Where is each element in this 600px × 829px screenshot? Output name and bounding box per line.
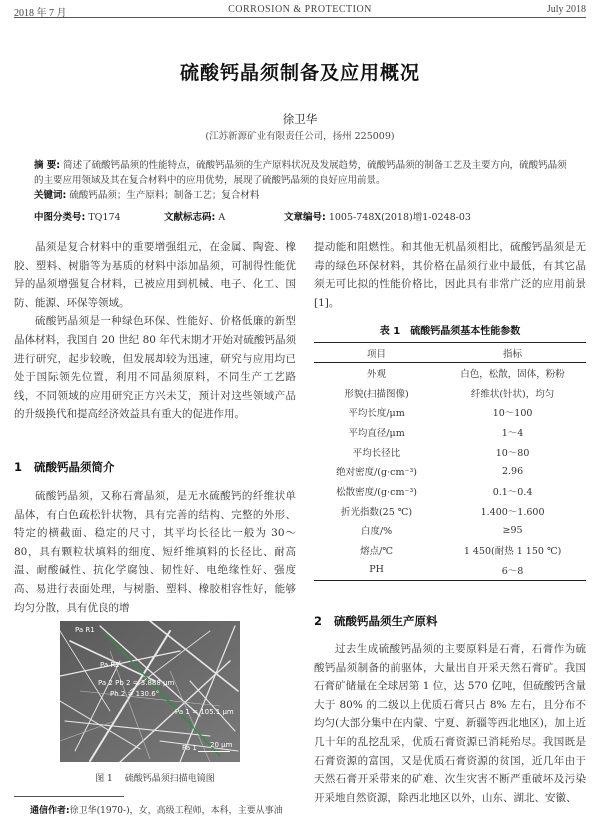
property-value: 6～8 [439, 560, 586, 580]
table-header-cell: 指标 [439, 343, 586, 363]
section-number: 2 [314, 614, 323, 628]
section-title: 硫酸钙晶须生产原料 [334, 614, 438, 628]
property-name: 熔点/℃ [360, 546, 393, 558]
keywords: 硫酸钙晶须；生产原料；制备工艺；复合材料 [69, 190, 260, 201]
sem-image [60, 621, 240, 762]
header-rule [14, 17, 586, 18]
table-row [314, 481, 586, 501]
table-row [314, 363, 586, 383]
scale-bar [198, 751, 230, 752]
header-date: 2018 年 7 月 [14, 8, 67, 19]
table-header-cell: 项目 [314, 343, 439, 363]
property-name: 白度/% [360, 526, 393, 538]
clc-label: 中图分类号: [34, 212, 86, 223]
section-number: 1 [14, 460, 23, 474]
abstract-label: 摘 要: [34, 160, 61, 171]
left-column-section1 [14, 487, 296, 617]
table-title: 硫酸钙晶须基本性能参数 [410, 326, 521, 337]
doc-code-value: A [218, 212, 226, 223]
property-name: 形貌(扫描图像) [344, 388, 409, 400]
table-row [314, 560, 586, 580]
table-number: 表 1 [379, 326, 401, 337]
table-header-row [314, 343, 586, 363]
header-date-en: July 2018 [546, 4, 586, 15]
property-name: PH [314, 560, 439, 580]
figure-caption [14, 771, 296, 784]
table-row [314, 402, 586, 422]
property-value: 2.96 [501, 465, 524, 477]
section-heading-2 [314, 613, 438, 629]
table-caption [314, 322, 586, 337]
sem-label: Pa R2 [100, 661, 120, 669]
footnote-text: 徐卫华(1970-)，女，高级工程师，本科，主要从事油 [69, 806, 283, 816]
running-header [14, 2, 586, 18]
body-paragraph: 晶须是复合材料中的重要增强组元，在金属、陶瓷、橡胶、塑料、树脂等为基质的材料中添加晶须，可制得性能优异的晶须增强复合材料，已被应用到机械、电子、化工、国防、能源、环保等领域。 [14, 241, 296, 309]
clc-value: TQ174 [88, 212, 121, 223]
section-title: 硫酸钙晶须简介 [34, 460, 115, 474]
body-paragraph: 提动能和阻燃性。和其他无机晶须相比，硫酸钙晶须是无毒的绿色环保材料，其价格在晶须行业中最低，有其它晶须无可比拟的性能价格比，因此具有非常广泛的应用前景[1]。 [314, 241, 586, 309]
table-row [314, 383, 586, 403]
property-name: 折光指数(25 ℃) [340, 506, 413, 518]
table-row [314, 461, 586, 481]
property-name: 绝对密度/(g·cm⁻³) [336, 467, 417, 479]
body-paragraph: 硫酸钙晶须是一种绿色环保、性能好、价格低廉的新型晶体材料，我国自 20 世纪 80 年代末期才开始对硫酸钙晶须进行研究，起步较晚，但发展却较为迅速，研究与应用均已处于国际领先位置，利用不同晶须原料，不同生产工艺路线，不同领域的应用研究正方兴未艾，预计对这些领域产品的升级换代和提高经济效益具有重大的促进作用。 [14, 315, 296, 421]
table-row [314, 422, 586, 442]
property-value: 10～100 [492, 408, 533, 420]
property-name: 平均长度/μm [348, 408, 405, 420]
property-value: 1.400～1.600 [480, 506, 545, 518]
right-column-section2 [314, 640, 586, 807]
table-row [314, 540, 586, 560]
sem-label: Pa 1 = 105.1 μm [175, 708, 234, 716]
affiliation: (江苏新源矿业有限责任公司，扬州 225009) [205, 131, 395, 142]
property-value: 0.1～0.4 [492, 486, 533, 498]
property-value: 1～4 [501, 427, 524, 439]
footnote [30, 803, 283, 816]
footnote-label: 通信作者: [30, 806, 70, 816]
property-name: 外观 [367, 368, 387, 380]
table-row [314, 442, 586, 462]
property-name: 平均直径/μm [348, 427, 405, 439]
body-paragraph: 过去生成硫酸钙晶须的主要原料是石膏，石膏作为硫酸钙晶须制备的前驱体，大量出自开采天然石膏矿。我国石膏矿储量在全球居第 1 位，达 570 亿吨，但硫酸钙含量大于 80% 的二级以上优质石膏只占 8% 左右，且分布不均匀(大部分集中在内蒙、宁夏、新疆等西北地区)，加上近几十年的乱挖乱采，优质石膏资源已消耗殆尽。我国既是石膏资源的富国，又是优质石膏资源的贫国，近几年由于天然石膏开采带来的矿难、次生灾害不断严重破坏及污染开采地自然资源，除西北地区以外，山东、湖北、安徽、 [314, 643, 586, 804]
property-value: ≥95 [502, 524, 523, 536]
section-heading-1 [14, 459, 115, 475]
properties-table [314, 342, 586, 581]
sem-label: Ph 2 = 130.6° [110, 690, 160, 698]
property-name: 松散密度/(g·cm⁻³) [336, 486, 417, 498]
keywords-label: 关键词: [34, 190, 67, 201]
doc-code-label: 文献标志码: [164, 212, 216, 223]
property-value: 10～80 [495, 447, 530, 459]
figure-number: 图 1 [95, 774, 113, 784]
left-column-top [14, 238, 296, 424]
paper-title: 硫酸钙晶须制备及应用概况 [179, 62, 420, 84]
table-row [314, 521, 586, 541]
article-no-label: 文章编号: [284, 212, 326, 223]
table-row [314, 501, 586, 521]
article-no-value: 1005-748X(2018)增1-0248-03 [328, 212, 471, 223]
property-value: 纤维状(针状)，均匀 [470, 388, 555, 400]
header-journal: CORROSION & PROTECTION [228, 4, 372, 15]
abstract-text: 简述了硫酸钙晶须的性能特点，硫酸钙晶须的生产原料状况及发展趋势，硫酸钙晶须的制备工艺及主要方向，硫酸钙晶须的主要应用领域及其在复合材料中的应用优势，展现了硫酸钙晶须的良好应用前景。 [34, 160, 567, 186]
scale-bar-label: 20 μm [210, 741, 233, 749]
sem-label: Pa R1 [75, 626, 95, 634]
figure-caption-text: 硫酸钙晶须扫描电镜图 [124, 774, 215, 784]
footnote-rule [14, 796, 124, 797]
property-value: 白色，松散，固体，粉粉 [460, 368, 565, 380]
author: 徐卫华 [282, 112, 318, 126]
sem-label: Pa 2 Pb 2 = 3.888 μm [98, 679, 175, 687]
body-paragraph: 硫酸钙晶须，又称石膏晶须，是无水硫酸钙的纤维状单晶体，有白色疏松针状物，具有完善的结构、完整的外形、特定的横截面、稳定的尺寸，其平均长径比一般为 30～80，具有颗粒状填料的细度、短纤维填料的长径比、耐高温、耐酸碱性、抗化学腐蚀、韧性好、电绝缘性好、强度高、易进行表面处理，与树脂、塑料、橡胶相容性好，能够均匀分散，具有优良的增 [14, 490, 296, 614]
right-column-top [314, 238, 586, 312]
property-value: 1 450(耐热 1 150 ℃) [463, 546, 562, 558]
property-name: 平均长径比 [352, 447, 401, 459]
abstract [34, 158, 570, 203]
sem-label: Pa 1 [182, 744, 197, 752]
